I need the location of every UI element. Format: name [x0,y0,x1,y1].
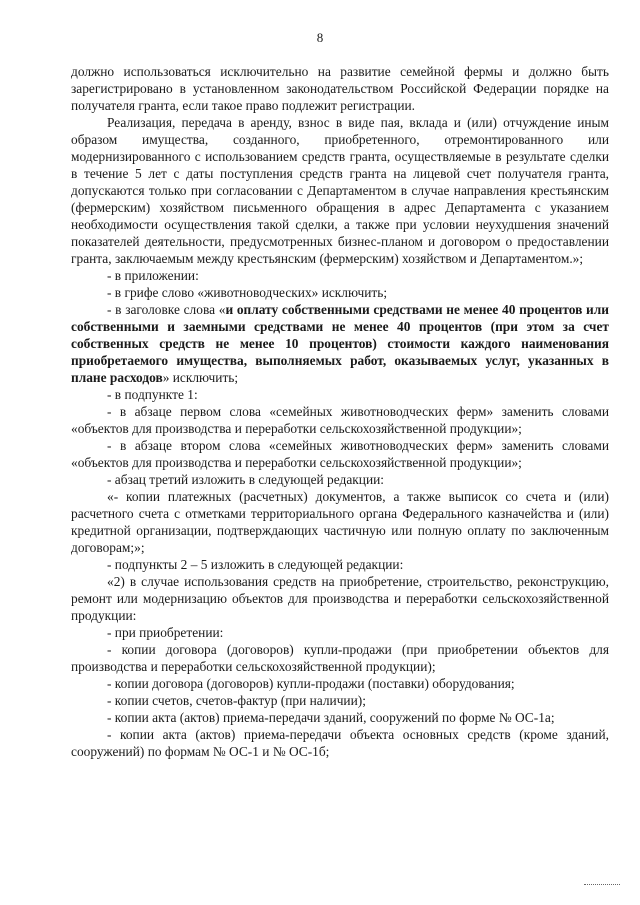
paragraph: - копии договора (договоров) купли-продажи (при приобретении объектов для производства и переработки сельскохозяйственной продукции); [71,642,609,674]
footer-mark [584,884,620,885]
paragraph: - в абзаце первом слова «семейных животноводческих ферм» заменить словами «объектов для производства и переработки сельскохозяйственной продукции»; [71,404,609,436]
paragraph-text-before: - в заголовке слова « [107,302,226,317]
paragraph: Реализация, передача в аренду, взнос в виде пая, вклада и (или) отчуждение иным образом имущества, созданного, приобретенного, отремонтированного или модернизированного с использованием средств гранта, осуществляемые в результате сделки в течение 5 лет с даты поступления средств гранта на лицевой счет получателя гранта, допускаются только при согласовании с Департаментом в случае направления крестьянским (фермерским) хозяйством письменного обращения в адрес Департамента с указанием необходимости осуществления такой сделки, а также при условии неухудшения значений показателей деятельности, предусмотренных бизнес-планом и договором о предоставлении гранта, заключаемым между крестьянским (фермерским) хозяйством и Департаментом.»; [71,115,609,266]
paragraph: «2) в случае использования средств на приобретение, строительство, реконструкцию, ремонт или модернизацию объектов для производства и переработки сельскохозяйственной продукции: [71,574,609,623]
paragraph: «- копии платежных (расчетных) документов, а также выписок со счета и (или) расчетного счета с отметками территориального органа Федерального казначейства и (или) кредитной организации, подтверждающих частичную или полную оплату по заключенным договорам;»; [71,489,609,555]
paragraph: - копии акта (актов) приема-передачи объекта основных средств (кроме зданий, сооружений) по формам № ОС-1 и № ОС-1б; [71,727,609,759]
paragraph: - подпункты 2 – 5 изложить в следующей редакции: [107,557,404,572]
paragraph-text-after: » исключить; [162,370,239,385]
paragraph: - абзац третий изложить в следующей редакции: [107,472,385,487]
paragraph: - в приложении: [107,268,199,283]
bold-phrase: и оплату собственными средствами не менее 40 процентов или собственными и заемными средствами не менее 40 процентов (при этом за счет собственных средств не менее 10 процентов) стоимости каждого наименования приобретаемого имущества, выполняемых работ, оказываемых услуг, указанных в плане расходов [71,302,609,385]
document-body [71,63,609,760]
paragraph: - копии договора (договоров) купли-продажи (поставки) оборудования; [107,676,515,691]
paragraph: - в грифе слово «животноводческих» исключить; [107,285,388,300]
paragraph: - в подпункте 1: [107,387,198,402]
paragraph: должно использоваться исключительно на развитие семейной фермы и должно быть зарегистрировано в установленном законодательством Российской Федерации порядке на получателя гранта, если такое право подлежит регистрации. [71,64,609,113]
page-number: 8 [316,30,324,45]
paragraph: - в абзаце втором слова «семейных животноводческих ферм» заменить словами «объектов для производства и переработки сельскохозяйственной продукции»; [71,438,609,470]
paragraph-with-bold [71,301,609,386]
paragraph: - при приобретении: [107,625,224,640]
paragraph: - копии счетов, счетов-фактур (при наличии); [107,693,366,708]
paragraph: - копии акта (актов) приема-передачи зданий, сооружений по форме № ОС-1а; [107,710,555,725]
